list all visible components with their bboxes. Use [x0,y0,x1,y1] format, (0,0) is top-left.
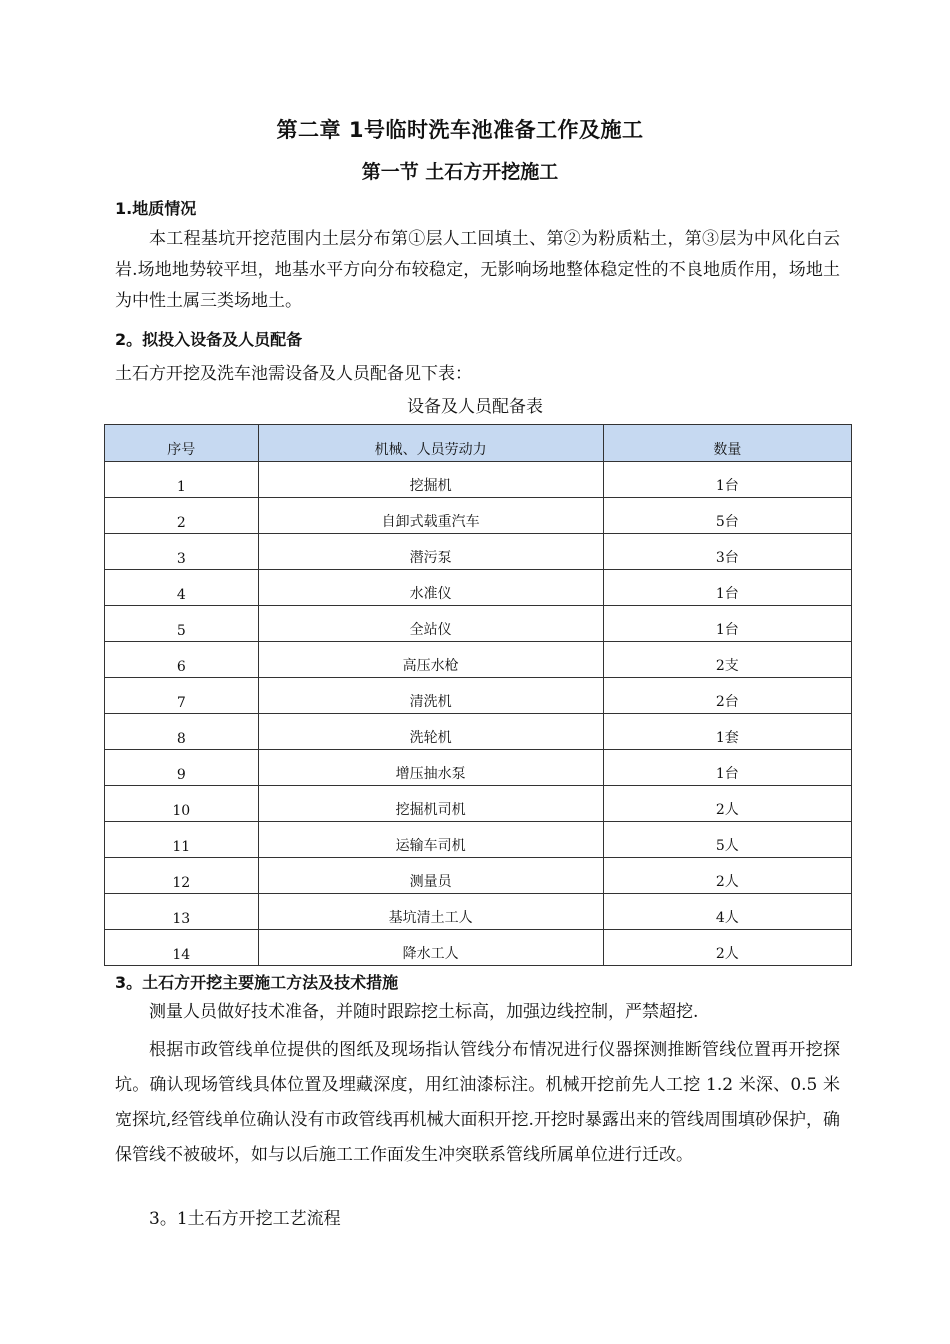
row-item-cell: 增压抽水泵 [258,750,603,786]
row-item-cell: 运输车司机 [258,822,603,858]
geology-heading: 1.地质情况 [115,199,197,218]
row-item-cell: 高压水枪 [258,642,603,678]
table-row [105,750,852,786]
header-index: 序号 [105,425,259,462]
row-quantity-cell: 2人 [603,858,851,894]
table-row [105,786,852,822]
row-quantity-cell: 2支 [603,642,851,678]
table-row [105,642,852,678]
geology-paragraph: 本工程基坑开挖范围内土层分布第①层人工回填土、第②为粉质粘土，第③层为中风化白云岩.场地地势较平坦，地基水平方向分布较稳定，无影响场地整体稳定性的不良地质作用，场地土为中性土属三类场地土。 [115,229,840,311]
row-quantity-cell: 5人 [603,822,851,858]
row-index-cell: 12 [105,858,259,894]
table-row [105,498,852,534]
table-row [105,930,852,966]
table-row [105,678,852,714]
table-row [105,606,852,642]
table-caption: 设备及人员配备表 [407,397,543,417]
row-item-cell: 清洗机 [258,678,603,714]
table-row [105,894,852,930]
row-item-cell: 潜污泵 [258,534,603,570]
row-index-cell: 2 [105,498,259,534]
row-index-cell: 8 [105,714,259,750]
row-item-cell: 自卸式载重汽车 [258,498,603,534]
row-index-cell: 5 [105,606,259,642]
table-row [105,858,852,894]
chapter-title: 第二章 1号临时洗车池准备工作及施工 [276,118,644,142]
table-row [105,714,852,750]
row-quantity-cell: 5台 [603,498,851,534]
methods-paragraph-1: 测量人员做好技术准备，并随时跟踪挖土标高，加强边线控制，严禁超挖. [149,1002,699,1022]
row-index-cell: 3 [105,534,259,570]
row-item-cell: 降水工人 [258,930,603,966]
row-index-cell: 4 [105,570,259,606]
methods-paragraph-2: 根据市政管线单位提供的图纸及现场指认管线分布情况进行仪器探测推断管线位置再开挖探坑。确认现场管线具体位置及埋藏深度，用红油漆标注。机械开挖前先人工挖 1.2 米深、0.5 米宽探坑,经管线单位确认没有市政管线再机械大面积开挖.开挖时暴露出来的管线周围填砂保护，确保管线不被破坏，如与以后施工工作面发生冲突联系管线所属单位进行迁改。 [115,1040,840,1165]
row-quantity-cell: 1套 [603,714,851,750]
equipment-heading: 2。拟投入设备及人员配备 [115,330,303,349]
row-index-cell: 10 [105,786,259,822]
table-row [105,822,852,858]
row-item-cell: 水准仪 [258,570,603,606]
methods-heading: 3。土石方开挖主要施工方法及技术措施 [115,973,399,992]
section-title: 第一节 土石方开挖施工 [361,161,559,183]
row-quantity-cell: 2人 [603,786,851,822]
row-quantity-cell: 1台 [603,606,851,642]
row-index-cell: 1 [105,462,259,498]
table-row [105,462,852,498]
table-row [105,570,852,606]
table-row [105,534,852,570]
row-item-cell: 挖掘机 [258,462,603,498]
row-item-cell: 挖掘机司机 [258,786,603,822]
row-index-cell: 14 [105,930,259,966]
row-quantity-cell: 4人 [603,894,851,930]
row-item-cell: 洗轮机 [258,714,603,750]
row-index-cell: 6 [105,642,259,678]
row-quantity-cell: 1台 [603,750,851,786]
equipment-table [104,424,852,966]
header-quantity: 数量 [603,425,851,462]
row-index-cell: 13 [105,894,259,930]
row-quantity-cell: 1台 [603,462,851,498]
subsection-heading: 3。1土石方开挖工艺流程 [149,1209,341,1229]
row-index-cell: 11 [105,822,259,858]
equipment-intro: 土石方开挖及洗车池需设备及人员配备见下表： [115,364,472,384]
row-quantity-cell: 3台 [603,534,851,570]
table-header-row [105,425,852,462]
row-quantity-cell: 2台 [603,678,851,714]
row-quantity-cell: 1台 [603,570,851,606]
row-item-cell: 测量员 [258,858,603,894]
row-index-cell: 7 [105,678,259,714]
header-item: 机械、人员劳动力 [258,425,603,462]
row-item-cell: 基坑清土工人 [258,894,603,930]
row-quantity-cell: 2人 [603,930,851,966]
row-index-cell: 9 [105,750,259,786]
row-item-cell: 全站仪 [258,606,603,642]
